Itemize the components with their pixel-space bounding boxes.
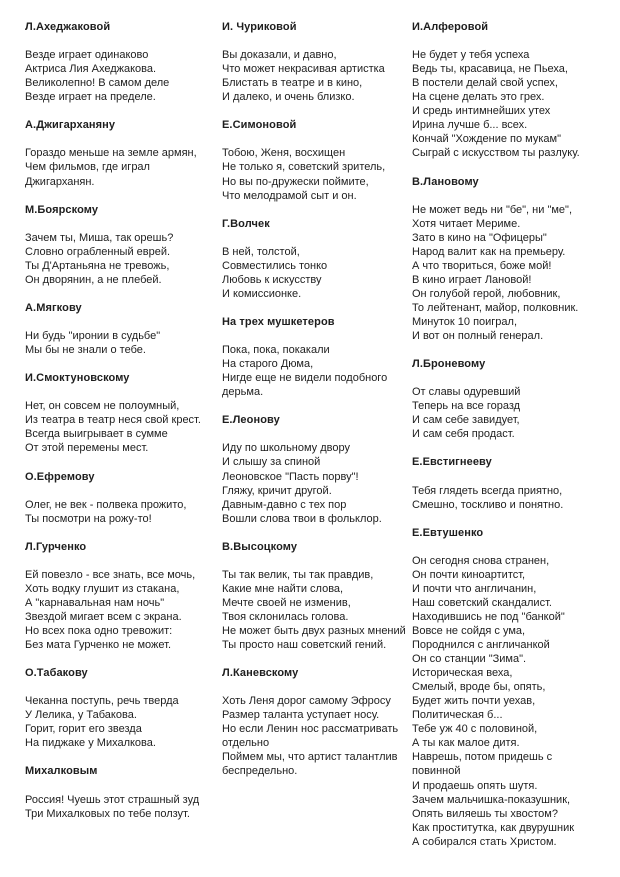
- epigram-title: А.Джигарханяну: [25, 119, 116, 132]
- epigram-title: Е.Евтушенко: [412, 526, 484, 539]
- poem-line: И продаешь опять шутя.: [412, 779, 538, 792]
- poem-line: Что может некрасивая артистка: [222, 63, 385, 76]
- poem-line: И комиссионке.: [222, 287, 302, 300]
- poem-line: Нет, он совсем не полоумный,: [25, 400, 180, 413]
- poem-line: А "карнавальная нам ночь": [25, 596, 165, 609]
- poem-line: Историческая веха,: [412, 667, 513, 680]
- epigram-block: [222, 118, 408, 202]
- poem-line: В ней, толстой,: [222, 245, 300, 258]
- epigram-block: [412, 175, 614, 344]
- poem-line: Будет жить почти уехав,: [412, 695, 536, 708]
- poem-line: Поймем мы, что артист талантлив: [222, 751, 398, 764]
- poem-line: Звездой мигает всем с экрана.: [25, 610, 182, 623]
- poem-line: Ты Д'Артаньяна не тревожь,: [25, 259, 170, 272]
- epigram-title: Е.Евстигнееву: [412, 456, 492, 469]
- poem-line: Не только я, советский зритель,: [222, 161, 386, 174]
- poem-line: Теперь на все горазд: [412, 400, 521, 413]
- poem-line: Находившись не под "банкой": [412, 610, 565, 623]
- poem-line: В кино играет Лановой!: [412, 273, 532, 286]
- poem-line: Наврешь, потом придешь с: [412, 751, 553, 764]
- poem-line: дерьма.: [222, 386, 264, 399]
- epigram-title: И.Алферовой: [412, 21, 489, 33]
- poem-line: Смелый, вроде бы, опять,: [412, 681, 546, 694]
- poem-line: Пока, пока, покакали: [222, 344, 330, 357]
- poem-line: На сцене делать это грех.: [412, 91, 545, 104]
- epigram-title: Л.Каневскому: [222, 667, 299, 680]
- poem-line: Тебя глядеть всегда приятно,: [412, 484, 563, 497]
- poem-line: Но если Ленин нос рассматривать: [222, 723, 399, 736]
- poem-line: Ты просто наш советский гений.: [222, 639, 387, 652]
- epigram-block: [25, 764, 217, 820]
- poem-line: Без мата Гурченко не может.: [25, 639, 172, 652]
- poem-line: Хоть Леня дорог самому Эфросу: [222, 695, 391, 708]
- epigram-block: [25, 470, 217, 526]
- epigram-title: О.Табакову: [25, 667, 88, 680]
- poem-line: А что твориться, боже мой!: [412, 259, 552, 272]
- poem-line: Словно ограбленный еврей.: [25, 245, 171, 258]
- poem-line: И сам себя продаст.: [412, 428, 515, 441]
- epigram-block: [412, 20, 614, 160]
- poem-line: Не может быть двух разных мнений: [222, 625, 406, 638]
- poem-line: Хоть водку глушит из стакана,: [25, 582, 180, 595]
- epigram-block: [222, 20, 408, 104]
- poem-line: Тобою, Женя, восхищен: [222, 147, 346, 160]
- poem-line: Джигарханян.: [25, 175, 95, 188]
- epigram-block: [412, 357, 614, 441]
- poem-line: И далеко, и очень близко.: [222, 91, 355, 104]
- epigram-title: В.Высоцкому: [222, 540, 298, 553]
- poem-line: И средь интимнейших утех: [412, 105, 551, 118]
- poem-line: Он почти киноартитст,: [412, 568, 526, 581]
- poem-line: Но вы по-дружески поймите,: [222, 175, 369, 188]
- poem-line: Кончай "Хождение по мукам": [412, 133, 562, 146]
- epigram-block: [222, 413, 408, 525]
- poem-line: Гораздо меньше на земле армян,: [25, 147, 197, 160]
- epigram-title: Е.Леонову: [222, 414, 280, 427]
- poem-line: Великолепно! В самом деле: [25, 77, 170, 90]
- poem-line: Опять виляешь ты хвостом?: [412, 807, 558, 820]
- poem-line: Вовсе не сойдя с ума,: [412, 625, 526, 638]
- epigram-title: Л.Ахеджаковой: [25, 21, 111, 33]
- poem-line: Ты посмотри на рожу-то!: [25, 512, 152, 525]
- epigram-title: В.Лановому: [412, 175, 479, 188]
- poem-line: То лейтенант, майор, полковник.: [412, 301, 579, 314]
- poem-line: Олег, не век - полвека прожито,: [25, 498, 187, 511]
- poem-line: Мы бы не знали о тебе.: [25, 344, 146, 357]
- poem-line: В постели делай свой успех,: [412, 77, 558, 90]
- epigram-title: Е.Симоновой: [222, 119, 297, 132]
- poem-line: Но всех пока одно тревожит:: [25, 625, 173, 638]
- epigram-block: [222, 315, 408, 399]
- poem-line: Не может ведь ни "бе", ни "ме",: [412, 203, 572, 216]
- epigram-block: [222, 666, 408, 778]
- poem-line: От славы одуревший: [412, 386, 521, 399]
- epigram-title: На трех мушкетеров: [222, 315, 335, 328]
- epigram-title: Л.Броневому: [412, 358, 486, 371]
- poem-line: Сыграй с искусством ты разлуку.: [412, 147, 580, 160]
- poem-line: Мечте своей не изменив,: [222, 596, 351, 609]
- poem-line: повинной: [412, 765, 461, 778]
- poem-line: Твоя склонилась голова.: [222, 610, 349, 623]
- poem-line: Вошли слова твои в фольклор.: [222, 512, 382, 525]
- poem-line: Горит, горит его звезда: [25, 723, 142, 736]
- poem-line: Не будет у тебя успеха: [412, 49, 530, 62]
- poem-line: А ты как малое дитя.: [412, 737, 520, 750]
- poem-line: Гляжу, кричит другой.: [222, 484, 332, 497]
- poem-line: Три Михалковых по тебе ползут.: [25, 807, 190, 820]
- epigram-block: [25, 118, 217, 188]
- poem-line: Что мелодрамой сыт и он.: [222, 189, 357, 202]
- epigram-block: [412, 526, 614, 849]
- poem-line: беспредельно.: [222, 765, 298, 778]
- poem-line: Породнился с англичанкой: [412, 639, 550, 652]
- poem-line: Иду по школьному двору: [222, 442, 350, 455]
- poem-line: У Лелика, у Табакова.: [25, 709, 137, 722]
- epigram-block: [25, 203, 217, 287]
- epigram-title: М.Боярскому: [25, 203, 99, 216]
- poem-line: Зачем ты, Миша, так орешь?: [25, 231, 174, 244]
- poem-line: И вот он полный генерал.: [412, 330, 544, 343]
- epigram-title: Михалковым: [25, 765, 98, 778]
- epigram-block: [412, 455, 614, 511]
- poem-line: И сам себе завидует,: [412, 414, 520, 427]
- poem-line: А собирался стать Христом.: [412, 835, 557, 848]
- epigram-block: [222, 217, 408, 301]
- poem-line: На пиджаке у Михалкова.: [25, 737, 156, 750]
- epigram-title: Г.Волчек: [222, 217, 270, 230]
- poem-line: отдельно: [222, 737, 270, 750]
- poem-line: Давным-давно с тех пор: [222, 498, 347, 511]
- poem-line: Размер таланта уступает носу.: [222, 709, 380, 722]
- poem-line: Он голубой герой, любовник,: [412, 287, 561, 300]
- poem-line: Народ валит как на премьеру.: [412, 245, 566, 258]
- poem-line: Минуток 10 поиграл,: [412, 315, 518, 328]
- poem-line: Актриса Лия Ахеджакова.: [25, 63, 157, 76]
- epigram-block: [25, 371, 217, 455]
- poem-line: Леоновское "Пасть порву"!: [222, 470, 359, 483]
- epigram-title: И. Чуриковой: [222, 21, 297, 33]
- epigram-title: И.Смоктуновскому: [25, 372, 130, 385]
- poem-line: Зато в кино на "Офицеры": [412, 231, 547, 244]
- poem-line: Любовь к искусству: [222, 273, 322, 286]
- poem-line: Политическая б...: [412, 709, 503, 722]
- poem-line: Всегда выигрывает в сумме: [25, 428, 168, 441]
- poem-line: От этой перемены мест.: [25, 442, 149, 455]
- poem-line: Он со станции "Зима".: [412, 653, 527, 666]
- poem-line: Везде играет на пределе.: [25, 91, 156, 104]
- poem-line: Везде играет одинаково: [25, 49, 149, 62]
- poem-line: Смешно, тоскливо и понятно.: [412, 498, 564, 511]
- poem-line: И слышу за спиной: [222, 456, 321, 469]
- poem-line: И почти что англичанин,: [412, 582, 537, 595]
- poem-line: Блистать в театре и в кино,: [222, 77, 363, 90]
- epigram-title: О.Ефремову: [25, 470, 95, 483]
- poem-line: Ей повезло - все знать, все мочь,: [25, 568, 196, 581]
- poem-line: Чем фильмов, где играл: [25, 161, 150, 174]
- epigram-block: [25, 540, 217, 652]
- poem-line: Россия! Чуешь этот страшный зуд: [25, 793, 200, 806]
- epigram-block: [25, 666, 217, 750]
- poem-line: Нигде еще не видели подобного: [222, 372, 388, 385]
- poem-line: Он сегодня снова странен,: [412, 554, 550, 567]
- poem-line: Какие мне найти слова,: [222, 582, 344, 595]
- epigram-block: [222, 540, 408, 652]
- poem-line: Зачем мальчишка-показушник,: [412, 793, 571, 806]
- epigram-title: Л.Гурченко: [25, 540, 87, 553]
- poem-line: Тебе уж 40 с половиной,: [412, 723, 538, 736]
- poem-line: Ирина лучше б... всех.: [412, 119, 528, 132]
- poem-line: Ведь ты, красавица, не Пьеха,: [412, 63, 568, 76]
- poem-line: Он дворянин, а не плебей.: [25, 273, 162, 286]
- poem-line: Ни будь "иронии в судьбе": [25, 330, 161, 343]
- poem-line: Из театра в театр неся свой крест.: [25, 414, 201, 427]
- poem-line: Хотя читает Мериме.: [412, 217, 521, 230]
- text-column-middle: [222, 20, 408, 793]
- poem-line: Наш советский скандалист.: [412, 596, 552, 609]
- text-column-left: [25, 20, 217, 835]
- poem-line: На старого Дюма,: [222, 358, 314, 371]
- text-column-right: [412, 20, 614, 863]
- poem-line: Вы доказали, и давно,: [222, 49, 337, 62]
- epigram-block: [25, 20, 217, 104]
- poem-line: Совместились тонко: [222, 259, 328, 272]
- epigram-title: А.Мягкову: [25, 301, 82, 314]
- poem-line: Ты так велик, ты так правдив,: [222, 568, 374, 581]
- poem-line: Как проститутка, как двурушник: [412, 821, 575, 834]
- poem-line: Чеканна поступь, речь тверда: [25, 695, 179, 708]
- epigram-block: [25, 301, 217, 357]
